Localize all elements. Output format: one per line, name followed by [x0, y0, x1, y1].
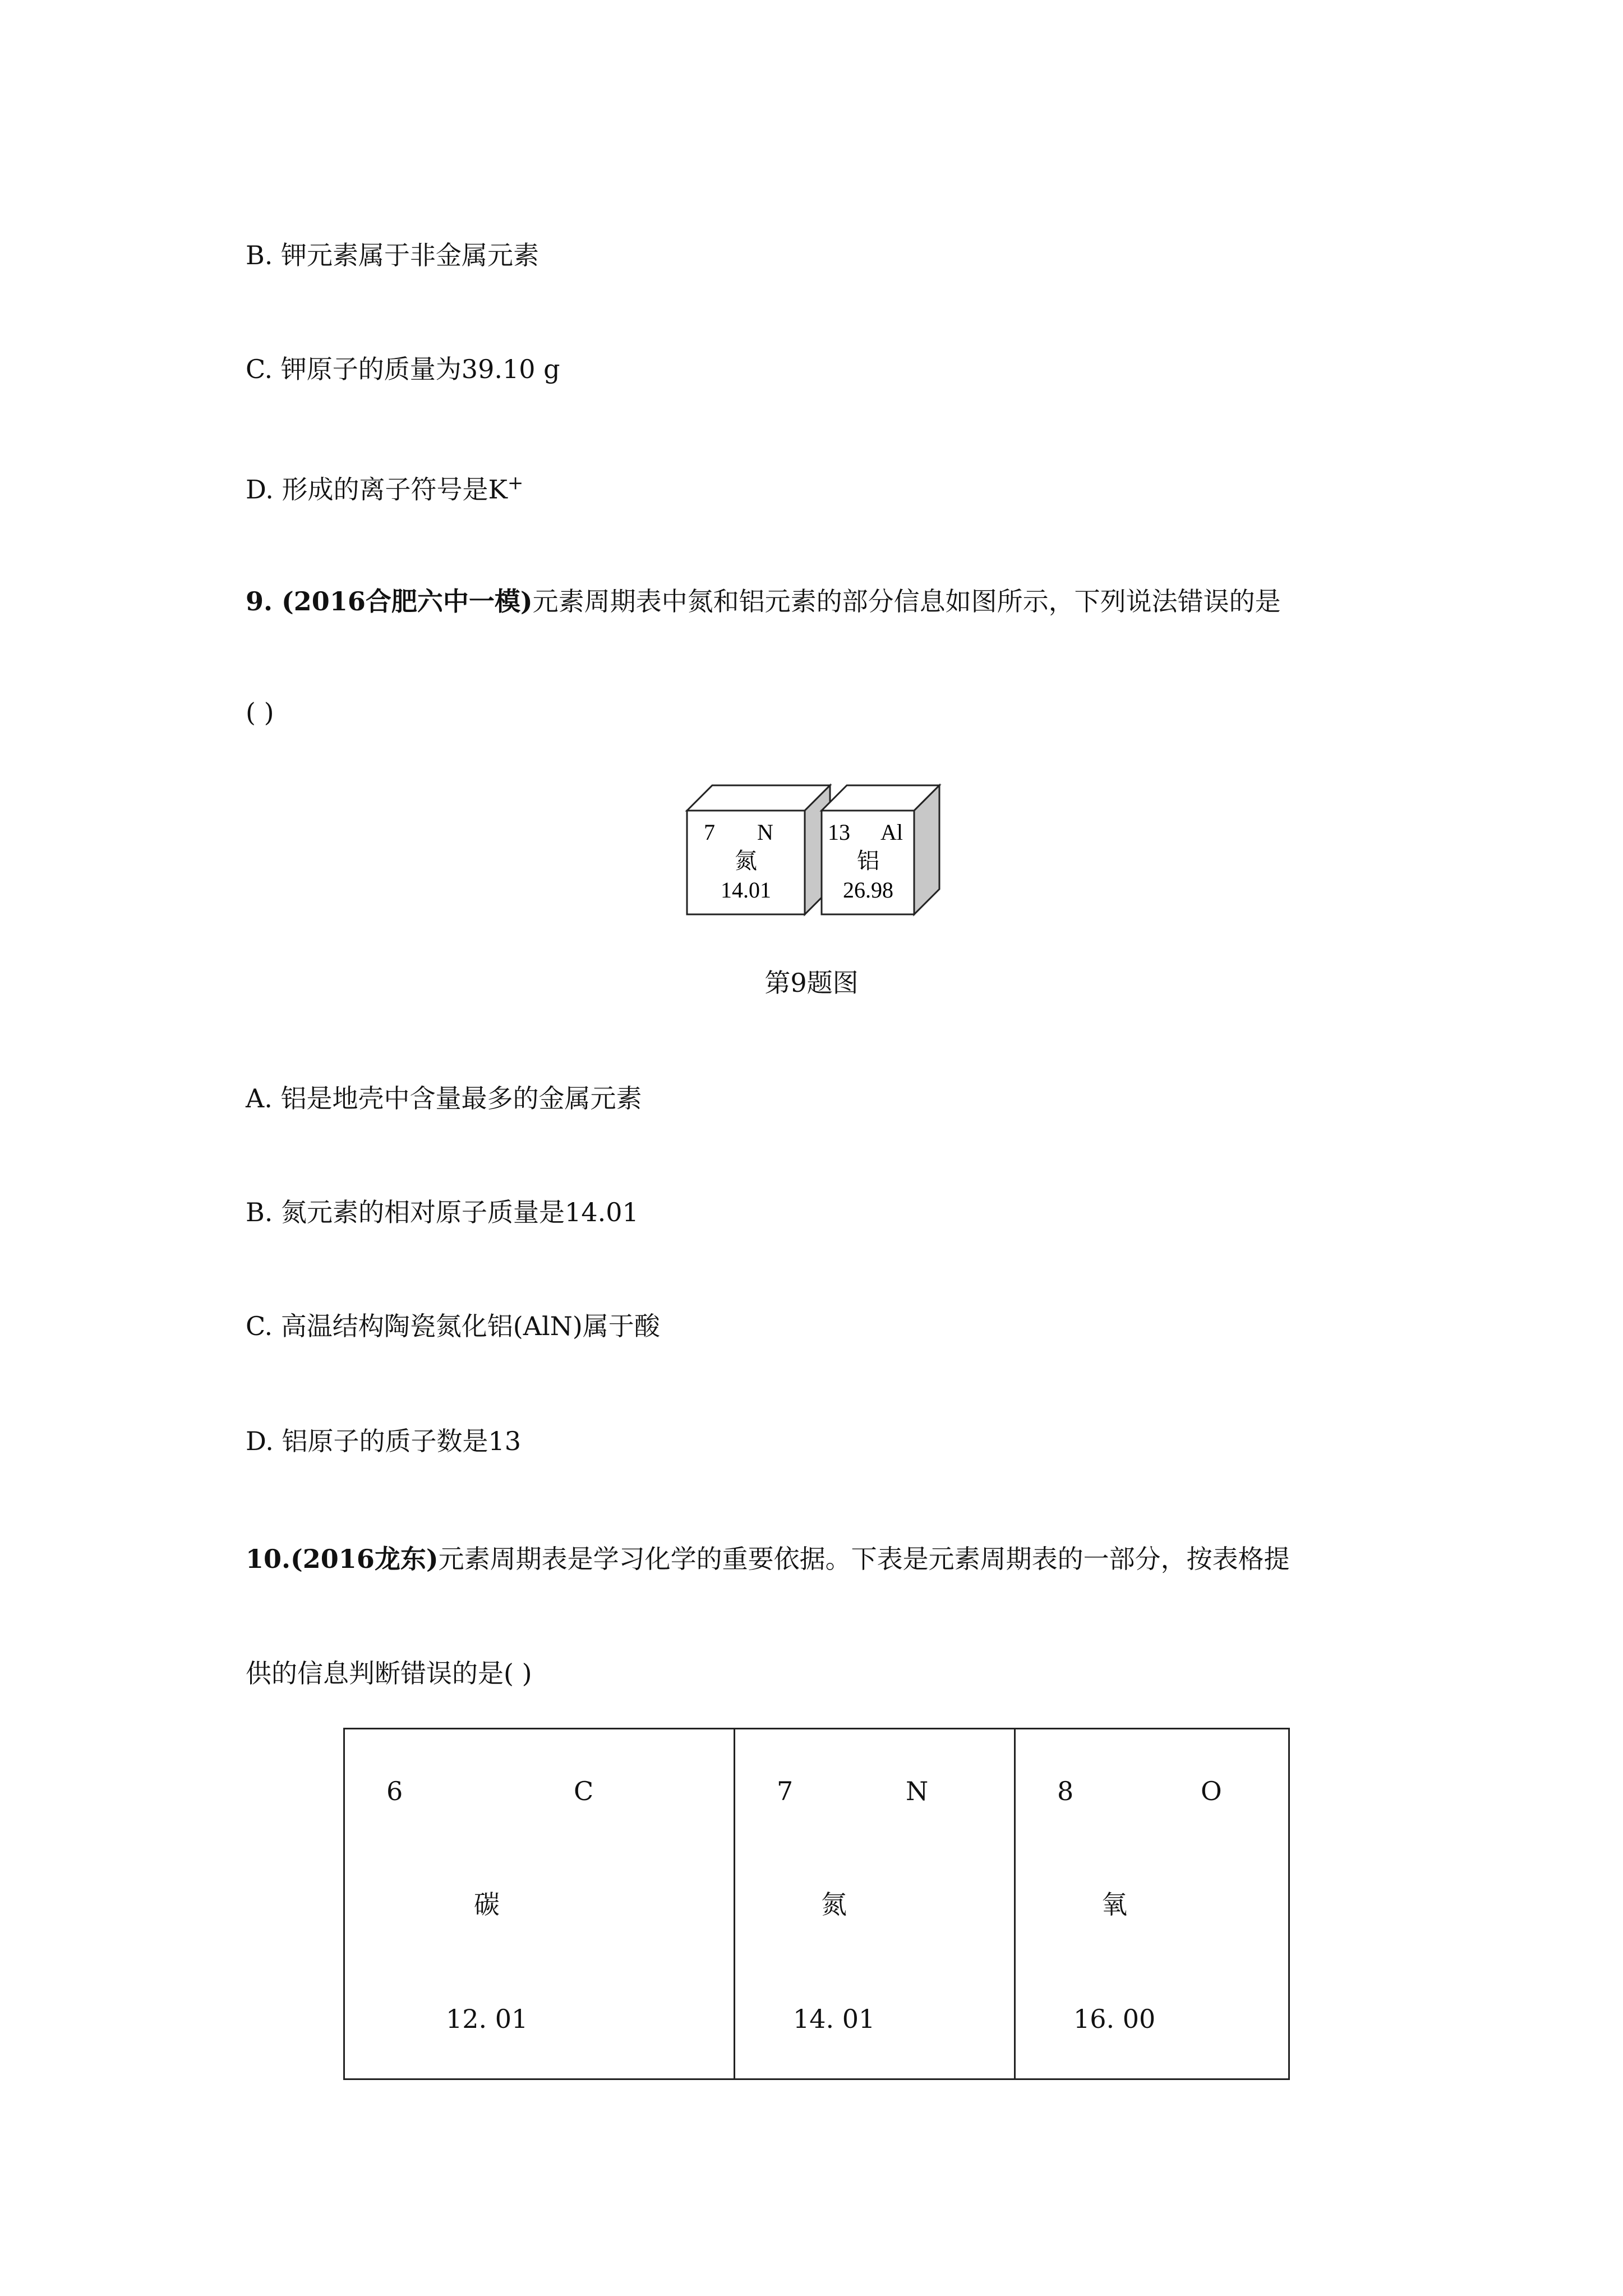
- q9-stem-line1: [246, 585, 1281, 618]
- oxygen-symbol: O: [1201, 1776, 1222, 1806]
- q9-option-b: B. 氮元素的相对原子质量是14.01: [246, 1197, 639, 1227]
- aluminum-number: 13: [828, 820, 850, 845]
- aluminum-name: 铝: [857, 848, 879, 874]
- q8-option-d-superscript: +: [507, 472, 524, 494]
- nitrogen-table-number: 7: [777, 1776, 794, 1806]
- q9-element-figure: [679, 771, 959, 923]
- nitrogen-number: 7: [704, 820, 715, 845]
- nitrogen-mass: 14.01: [721, 877, 771, 903]
- nitrogen-name: 氮: [735, 848, 757, 874]
- q9-figure-caption: 第9题图: [764, 968, 859, 998]
- q8-option-c: C. 钾原子的质量为39.10 g: [246, 354, 560, 384]
- nitrogen-cube: [687, 785, 830, 914]
- aluminum-symbol: Al: [880, 820, 903, 845]
- oxygen-mass: 16. 00: [1073, 2004, 1156, 2034]
- q10-stem-text: 元素周期表是学习化学的重要依据。下表是元素周期表的一部分，按表格提: [438, 1544, 1290, 1574]
- q9-stem-text: 元素周期表中氮和铝元素的部分信息如图所示，下列说法错误的是: [532, 586, 1281, 616]
- q9-source: 9. (2016合肥六中一模): [246, 586, 533, 616]
- q9-option-c: C. 高温结构陶瓷氮化铝(AlN)属于酸: [246, 1311, 660, 1341]
- nitrogen-table-name: 氮: [821, 1889, 847, 1920]
- nitrogen-table-mass: 14. 01: [793, 2004, 875, 2034]
- q8-option-b: B. 钾元素属于非金属元素: [246, 240, 540, 270]
- q10-stem-line2: 供的信息判断错误的是( ): [246, 1658, 532, 1688]
- aluminum-mass: 26.98: [843, 877, 893, 903]
- table-cell-nitrogen: [734, 1729, 1014, 2078]
- table-cell-carbon: [345, 1729, 734, 2078]
- nitrogen-table-symbol: N: [906, 1776, 929, 1806]
- q8-option-d: [246, 466, 523, 506]
- nitrogen-symbol: N: [757, 820, 773, 845]
- q9-option-d: D. 铝原子的质子数是13: [246, 1426, 522, 1456]
- carbon-symbol: C: [574, 1776, 594, 1806]
- q8-option-d-text: D. 形成的离子符号是K: [246, 474, 508, 505]
- table-cell-oxygen: [1014, 1729, 1288, 2078]
- aluminum-cube: [822, 785, 939, 914]
- q10-stem-line1: [246, 1542, 1290, 1576]
- oxygen-name: 氧: [1101, 1889, 1127, 1920]
- q9-option-a: A. 铝是地壳中含量最多的金属元素: [246, 1083, 642, 1114]
- q10-source: 10.(2016龙东): [246, 1544, 439, 1574]
- oxygen-number: 8: [1057, 1776, 1074, 1806]
- carbon-mass: 12. 01: [446, 2004, 528, 2034]
- q9-stem-line2: ( ): [246, 697, 274, 728]
- carbon-name: 碳: [474, 1889, 500, 1920]
- q10-element-table: [343, 1728, 1290, 2080]
- carbon-number: 6: [386, 1776, 403, 1806]
